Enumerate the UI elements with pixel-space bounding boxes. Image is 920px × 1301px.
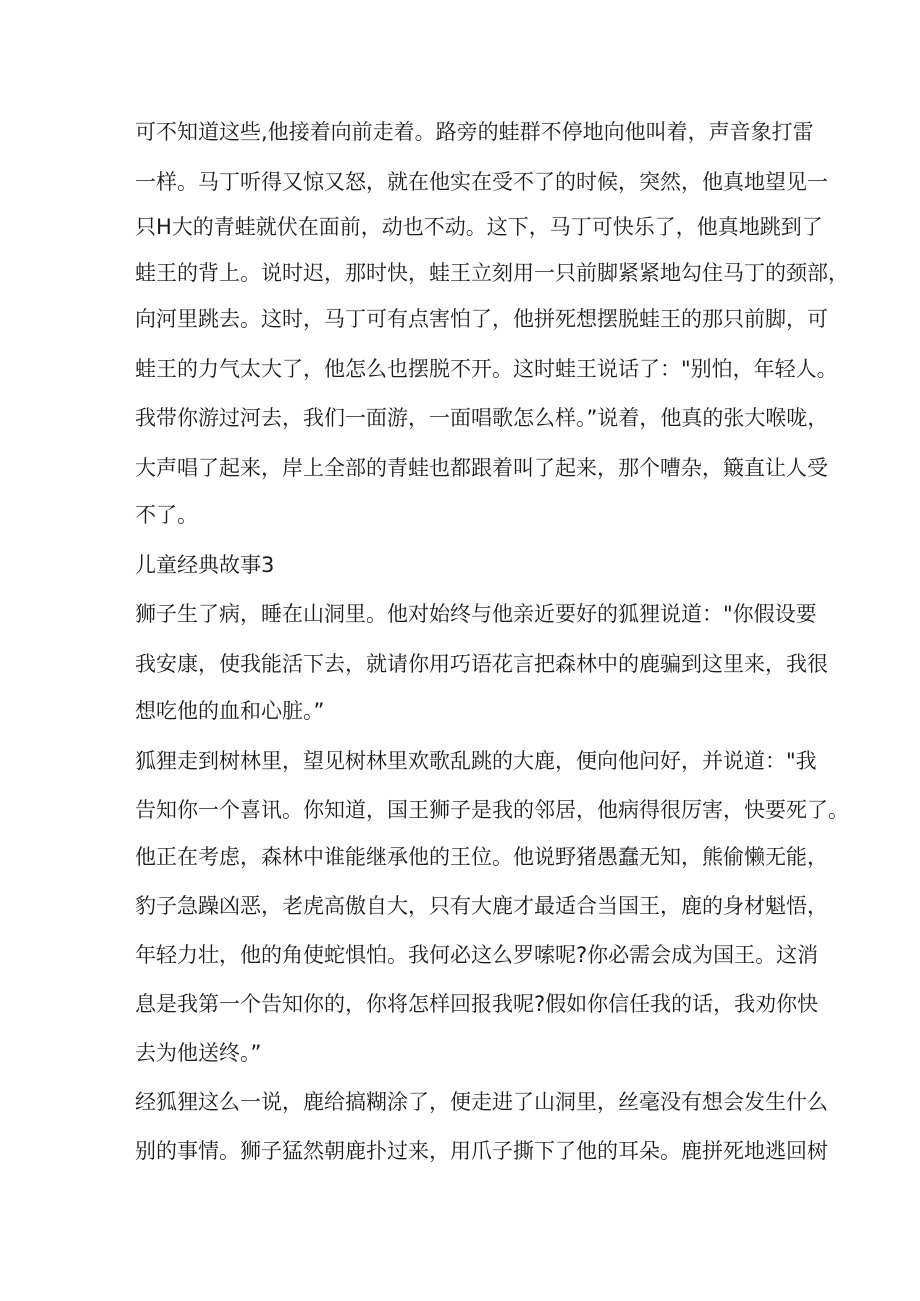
text-line: 别的事情。狮子猛然朝鹿扑过来，用爪子撕下了他的耳朵。鹿拼死地逃回树 — [135, 1139, 828, 1163]
text-line: 只H大的青蛙就伏在面前，动也不动。这下，马丁可快乐了，他真地跳到了 — [135, 215, 823, 239]
text-line: 不了。 — [135, 503, 198, 527]
text-line: 狮子生了病，睡在山洞里。他对始终与他亲近要好的狐狸说道："你假设要 — [135, 602, 817, 626]
text-line: 狐狸走到树林里，望见树林里欢歌乱跳的大鹿，便向他问好，并说道："我 — [135, 749, 817, 773]
text-line: 去为他送终。” — [135, 1041, 262, 1065]
text-line: 告知你一个喜讯。你知道，国王狮子是我的邻居，他病得很厉害，快要死了。 — [135, 798, 849, 822]
section-heading: 儿童经典故事3 — [135, 553, 275, 577]
text-line: 豹子急躁凶恶，老虎高傲自大，只有大鹿才最适合当国王，鹿的身材魁悟， — [135, 894, 828, 918]
text-line: 年轻力壮，他的角使蛇惧怕。我何必这么罗嗦呢?你必需会成为国王。这消 — [135, 943, 819, 967]
text-line: 我带你游过河去，我们一面游，一面唱歌怎么样。”说着，他真的张大喉咙， — [135, 406, 829, 430]
text-line: 大声唱了起来，岸上全部的青蛙也都跟着叫了起来，那个嘈杂，簸直让人受 — [135, 456, 828, 480]
text-line: 可不知道这些,他接着向前走着。路旁的蛙群不停地向他叫着，声音象打雷 — [135, 120, 814, 144]
text-line: 一样。马丁听得又惊又怒，就在他实在受不了的时候，突然，他真地望见一 — [135, 170, 828, 194]
text-line: 想吃他的血和心脏。” — [135, 699, 325, 723]
text-line: 蛙王的背上。说时迟，那时快，蛙王立刻用一只前脚紧紧地勾住马丁的颈部， — [135, 261, 849, 285]
text-line: 经狐狸这么一说，鹿给搞糊涂了，便走进了山洞里，丝毫没有想会发生什么 — [135, 1090, 828, 1114]
text-line: 他正在考虑，森林中谁能继承他的王位。他说野猪愚蠢无知，熊偷懒无能， — [135, 845, 828, 869]
text-line: 息是我第一个告知你的，你将怎样回报我呢?假如你信任我的话，我劝你快 — [135, 992, 819, 1016]
text-line: 我安康，使我能活下去，就请你用巧语花言把森林中的鹿骗到这里来，我很 — [135, 652, 828, 676]
text-line: 蛙王的力气太大了，他怎么也摆脱不开。这时蛙王说话了："别怕，年轻人。 — [135, 357, 838, 381]
text-line: 向河里跳去。这时，马丁可有点害怕了，他拼死想摆脱蛙王的那只前脚，可 — [135, 307, 828, 331]
